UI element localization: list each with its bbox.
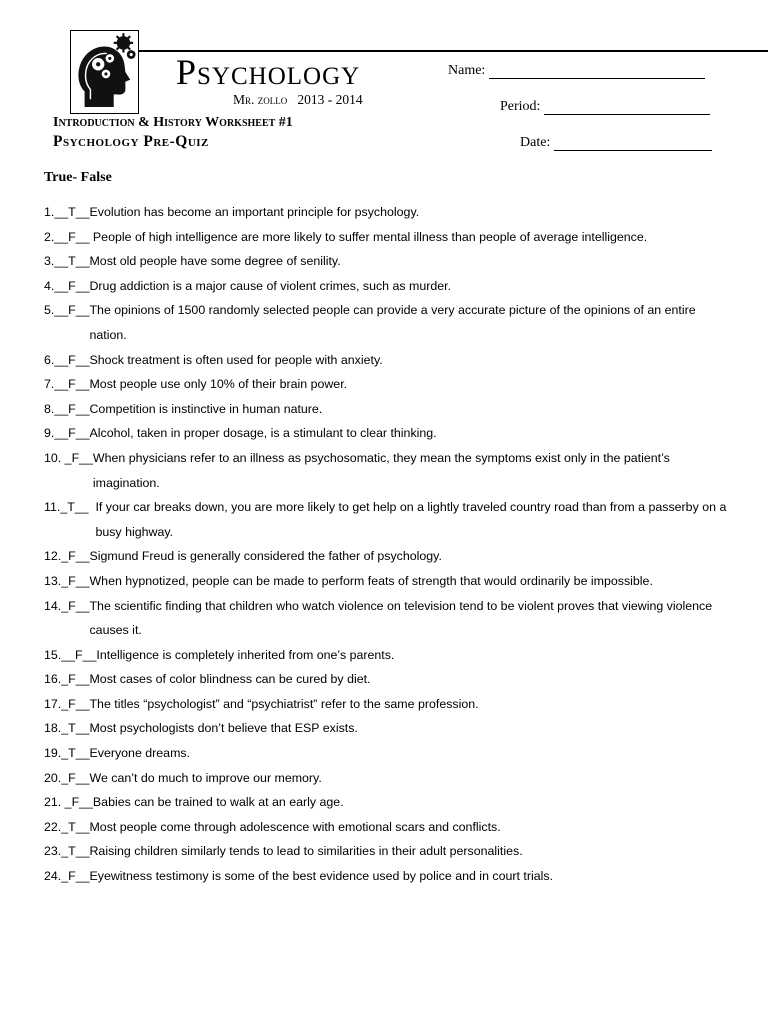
question-item — [44, 692, 734, 717]
question-text: Most people come through adolescence with emotional scars and conflicts. — [89, 819, 501, 834]
question-number: 17. — [44, 696, 62, 711]
question-answer[interactable]: _F__ — [61, 672, 90, 687]
date-blank[interactable] — [554, 136, 712, 151]
question-answer[interactable]: _F__ — [61, 770, 90, 785]
question-number: 18. — [44, 721, 62, 736]
question-answer[interactable]: _T__ — [61, 819, 90, 834]
name-label: Name: — [448, 63, 486, 78]
question-item — [44, 667, 734, 692]
question-item — [44, 372, 734, 397]
question-text: Raising children similarly tends to lead to similarities in their adult personalities. — [89, 844, 523, 859]
question-item — [44, 446, 734, 495]
question-text: Most old people have some degree of senility. — [89, 254, 341, 269]
question-number: 21. — [44, 795, 65, 810]
question-text: Sigmund Freud is generally considered the father of psychology. — [89, 549, 442, 564]
question-text: Most people use only 10% of their brain power. — [89, 377, 348, 392]
question-text: Intelligence is completely inherited from one’s parents. — [96, 647, 395, 662]
question-answer[interactable]: _T__ — [61, 721, 90, 736]
question-number: 2. — [44, 229, 55, 244]
question-number: 24. — [44, 869, 62, 884]
question-number: 15. — [44, 647, 62, 662]
question-item — [44, 421, 734, 446]
question-text: Alcohol, taken in proper dosage, is a stimulant to clear thinking. — [89, 426, 437, 441]
question-answer[interactable]: __F__ — [54, 229, 93, 244]
question-item — [44, 495, 734, 544]
head-with-gears-icon — [71, 31, 138, 113]
question-text: The opinions of 1500 randomly selected people can provide a very accurate picture of the opinions of an entire nation. — [89, 303, 696, 342]
section-heading: True- False — [44, 170, 112, 185]
question-answer[interactable]: _F__ — [61, 573, 90, 588]
question-item — [44, 766, 734, 791]
question-answer[interactable]: __F__ — [54, 426, 90, 441]
question-text: If your car breaks down, you are more likely to get help on a lightly traveled country road than from a passerby on a busy highway. — [95, 500, 727, 539]
question-text: Everyone dreams. — [89, 746, 191, 761]
question-number: 10. — [44, 450, 65, 465]
question-number: 8. — [44, 401, 55, 416]
teacher-name: Mr. zollo — [233, 92, 288, 107]
question-answer[interactable]: _F__ — [64, 795, 93, 810]
question-number: 9. — [44, 426, 55, 441]
question-number: 1. — [44, 205, 55, 219]
question-answer[interactable]: _T__ — [61, 844, 90, 859]
question-answer[interactable]: _F__ — [61, 549, 90, 564]
question-answer[interactable]: __F__ — [54, 352, 90, 367]
quiz-title: Psychology Pre-Quiz — [53, 133, 209, 150]
date-field[interactable] — [520, 135, 712, 151]
question-number: 16. — [44, 672, 62, 687]
logo — [70, 30, 139, 114]
date-label: Date: — [520, 135, 551, 150]
question-item — [44, 249, 734, 274]
question-answer[interactable]: __F__ — [54, 401, 90, 416]
question-answer[interactable]: _F__ — [61, 696, 90, 711]
question-text: When physicians refer to an illness as psychosomatic, they mean the symptoms exist only in the patient’s imagination. — [92, 450, 670, 490]
question-text: Shock treatment is often used for people with anxiety. — [89, 352, 383, 367]
question-item — [44, 544, 734, 569]
question-text: When hypnotized, people can be made to perform feats of strength that would ordinarily be impossible. — [89, 573, 653, 588]
question-item — [44, 348, 734, 373]
question-answer[interactable]: _F__ — [61, 598, 90, 613]
question-number: 12. — [44, 549, 62, 564]
question-text: We can’t do much to improve our memory. — [89, 770, 322, 785]
worksheet-title: Introduction & History Worksheet #1 — [53, 115, 293, 130]
question-answer[interactable]: _T__ — [60, 500, 96, 515]
question-item — [44, 716, 734, 741]
question-answer[interactable]: __T__ — [54, 205, 90, 219]
question-item — [44, 815, 734, 840]
question-number: 19. — [44, 746, 62, 761]
question-text: The scientific finding that children who watch violence on television tend to be violent proves that viewing violence causes it. — [89, 598, 713, 638]
question-item — [44, 594, 734, 643]
question-answer[interactable]: __F__ — [61, 647, 97, 662]
question-answer[interactable]: __F__ — [54, 377, 90, 392]
question-text: Most cases of color blindness can be cured by diet. — [89, 672, 371, 687]
question-number: 4. — [44, 278, 55, 293]
question-text: Competition is instinctive in human nature. — [89, 401, 323, 416]
question-answer[interactable]: __F__ — [54, 303, 90, 318]
period-label: Period: — [500, 99, 541, 114]
question-number: 13. — [44, 573, 62, 588]
question-item — [44, 741, 734, 766]
question-list — [44, 200, 734, 889]
teacher-line — [233, 92, 363, 108]
period-blank[interactable] — [544, 100, 710, 115]
question-text: People of high intelligence are more likely to suffer mental illness than people of average intelligence. — [92, 229, 648, 244]
question-item — [44, 397, 734, 422]
question-number: 22. — [44, 819, 62, 834]
question-item — [44, 225, 734, 250]
question-number: 11. — [44, 500, 61, 515]
question-text: The titles “psychologist” and “psychiatrist” refer to the same profession. — [89, 696, 479, 711]
question-item — [44, 569, 734, 594]
question-answer[interactable]: _F__ — [61, 869, 90, 884]
school-year: 2013 - 2014 — [297, 92, 363, 107]
question-number: 14. — [44, 598, 62, 613]
question-item — [44, 864, 734, 889]
period-field[interactable] — [500, 99, 710, 115]
question-answer[interactable]: _T__ — [61, 746, 90, 761]
question-answer[interactable]: __T__ — [54, 254, 90, 269]
question-text: Most psychologists don’t believe that ESP exists. — [89, 721, 358, 736]
question-item — [44, 274, 734, 299]
question-item — [44, 200, 734, 225]
question-text: Drug addiction is a major cause of violent crimes, such as murder. — [89, 278, 452, 293]
question-item — [44, 839, 734, 864]
question-number: 6. — [44, 352, 55, 367]
question-item — [44, 298, 734, 347]
question-number: 3. — [44, 254, 55, 269]
question-text: Eyewitness testimony is some of the best evidence used by police and in court trials. — [89, 869, 553, 884]
question-number: 5. — [44, 303, 55, 318]
question-item — [44, 643, 734, 668]
question-number: 7. — [44, 377, 55, 392]
question-answer[interactable]: _F__ — [64, 450, 93, 465]
question-text: Evolution has become an important principle for psychology. — [89, 205, 420, 219]
name-field[interactable] — [448, 63, 705, 79]
name-blank[interactable] — [489, 64, 705, 79]
page-title: Psychology — [176, 52, 361, 92]
question-text: Babies can be trained to walk at an early age. — [92, 795, 344, 810]
question-item — [44, 790, 734, 815]
question-number: 23. — [44, 844, 62, 859]
question-number: 20. — [44, 770, 62, 785]
question-answer[interactable]: __F__ — [54, 278, 90, 293]
